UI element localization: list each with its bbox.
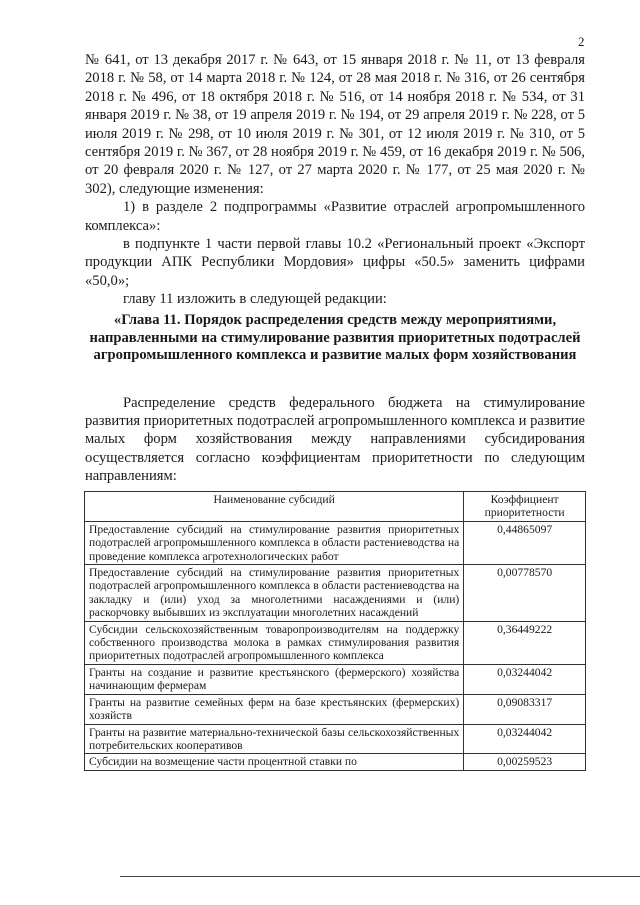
- table-row: [85, 521, 586, 564]
- table-row: [85, 694, 586, 724]
- table-row: [85, 565, 586, 622]
- table-header-row: [85, 492, 586, 522]
- coefficient-cell: 0,00259523: [464, 754, 586, 770]
- amendment-item-1-sub: в подпункте 1 части первой главы 10.2 «Региональный проект «Экспорт продукции АПК Республики Мордовия» цифры «50.5» заменить цифрами «50,0»;: [85, 236, 585, 289]
- subsidy-name-cell: Субсидии на возмещение части процентной ставки по: [85, 754, 464, 770]
- subsidy-name-cell: Предоставление субсидий на стимулирование развития приоритетных подотраслей агропромышленного комплекса в области растениеводства на проведение комплекса агротехнологических работ: [85, 521, 464, 564]
- coefficient-cell: 0,03244042: [464, 664, 586, 694]
- subsidy-name-cell: Гранты на развитие материально-технической базы сельскохозяйственных потребительских кооперативов: [85, 724, 464, 754]
- header-subsidy-name: Наименование субсидий: [85, 492, 464, 522]
- header-coefficient: Коэффициент приоритетности: [464, 492, 586, 522]
- amendment-item-1-chapter: главу 11 изложить в следующей редакции:: [123, 291, 387, 308]
- amendment-item-1: 1) в разделе 2 подпрограммы «Развитие отраслей агропромышленного комплекса»:: [85, 199, 585, 234]
- table-row: [85, 621, 586, 664]
- chapter-title: «Глава 11. Порядок распределения средств между мероприятиями, направленными на стимулирование развития приоритетных подотраслей агропромышленного комплекса и развитие малых форм хозяйствования: [89, 312, 581, 364]
- table-row: [85, 754, 586, 770]
- subsidy-name-cell: Гранты на создание и развитие крестьянского (фермерского) хозяйства начинающим фермерам: [85, 664, 464, 694]
- coefficient-cell: 0,44865097: [464, 521, 586, 564]
- subsidy-name-cell: Предоставление субсидий на стимулирование развития приоритетных подотраслей агропромышленного комплекса в области растениеводства на закладку и (или) уход за многолетними насаждениями и (или) раскорчовку выбывших из эксплуатации многолетних насаждений: [85, 565, 464, 622]
- table-row: [85, 724, 586, 754]
- coefficient-cell: 0,03244042: [464, 724, 586, 754]
- coefficient-cell: 0,00778570: [464, 565, 586, 622]
- distribution-paragraph: Распределение средств федерального бюджета на стимулирование развития приоритетных подотраслей агропромышленного комплекса и развитие малых форм хозяйствования между направлениями субсидирования осуществляется согласно коэффициентам приоритетности по следующим направлениям:: [85, 395, 585, 484]
- subsidy-table: [84, 491, 586, 771]
- intro-section: [85, 51, 585, 309]
- intro-continuation: № 641, от 13 декабря 2017 г. № 643, от 15 января 2018 г. № 11, от 13 февраля 2018 г. № 58, от 14 марта 2018 г. № 124, от 28 мая 2018 г. № 316, от 26 сентября 2018 г. № 496, от 18 октября 2018 г. № 516, от 14 ноября 2018 г. № 534, от 31 января 2019 г. № 38, от 19 апреля 2019 г. № 194, от 29 апреля 2019 г. № 228, от 5 июля 2019 г. № 298, от 10 июля 2019 г. № 301, от 12 июля 2019 г. № 310, от 5 сентября 2019 г. № 367, от 28 ноября 2019 г. № 459, от 16 декабря 2019 г. № 506, от 20 февраля 2020 г. № 127, от 27 марта 2020 г. № 177, от 25 мая 2020 г. № 302), следующие изменения:: [85, 52, 585, 197]
- footer-divider: [120, 876, 640, 877]
- coefficient-cell: 0,09083317: [464, 694, 586, 724]
- table-row: [85, 664, 586, 694]
- coefficient-cell: 0,36449222: [464, 621, 586, 664]
- page-number: 2: [578, 34, 585, 49]
- subsidy-name-cell: Гранты на развитие семейных ферм на базе крестьянских (фермерских) хозяйств: [85, 694, 464, 724]
- subsidy-name-cell: Субсидии сельскохозяйственным товаропроизводителям на поддержку собственного производства молока в рамках стимулирования развития приоритетных подотраслей агропромышленного комплекса: [85, 621, 464, 664]
